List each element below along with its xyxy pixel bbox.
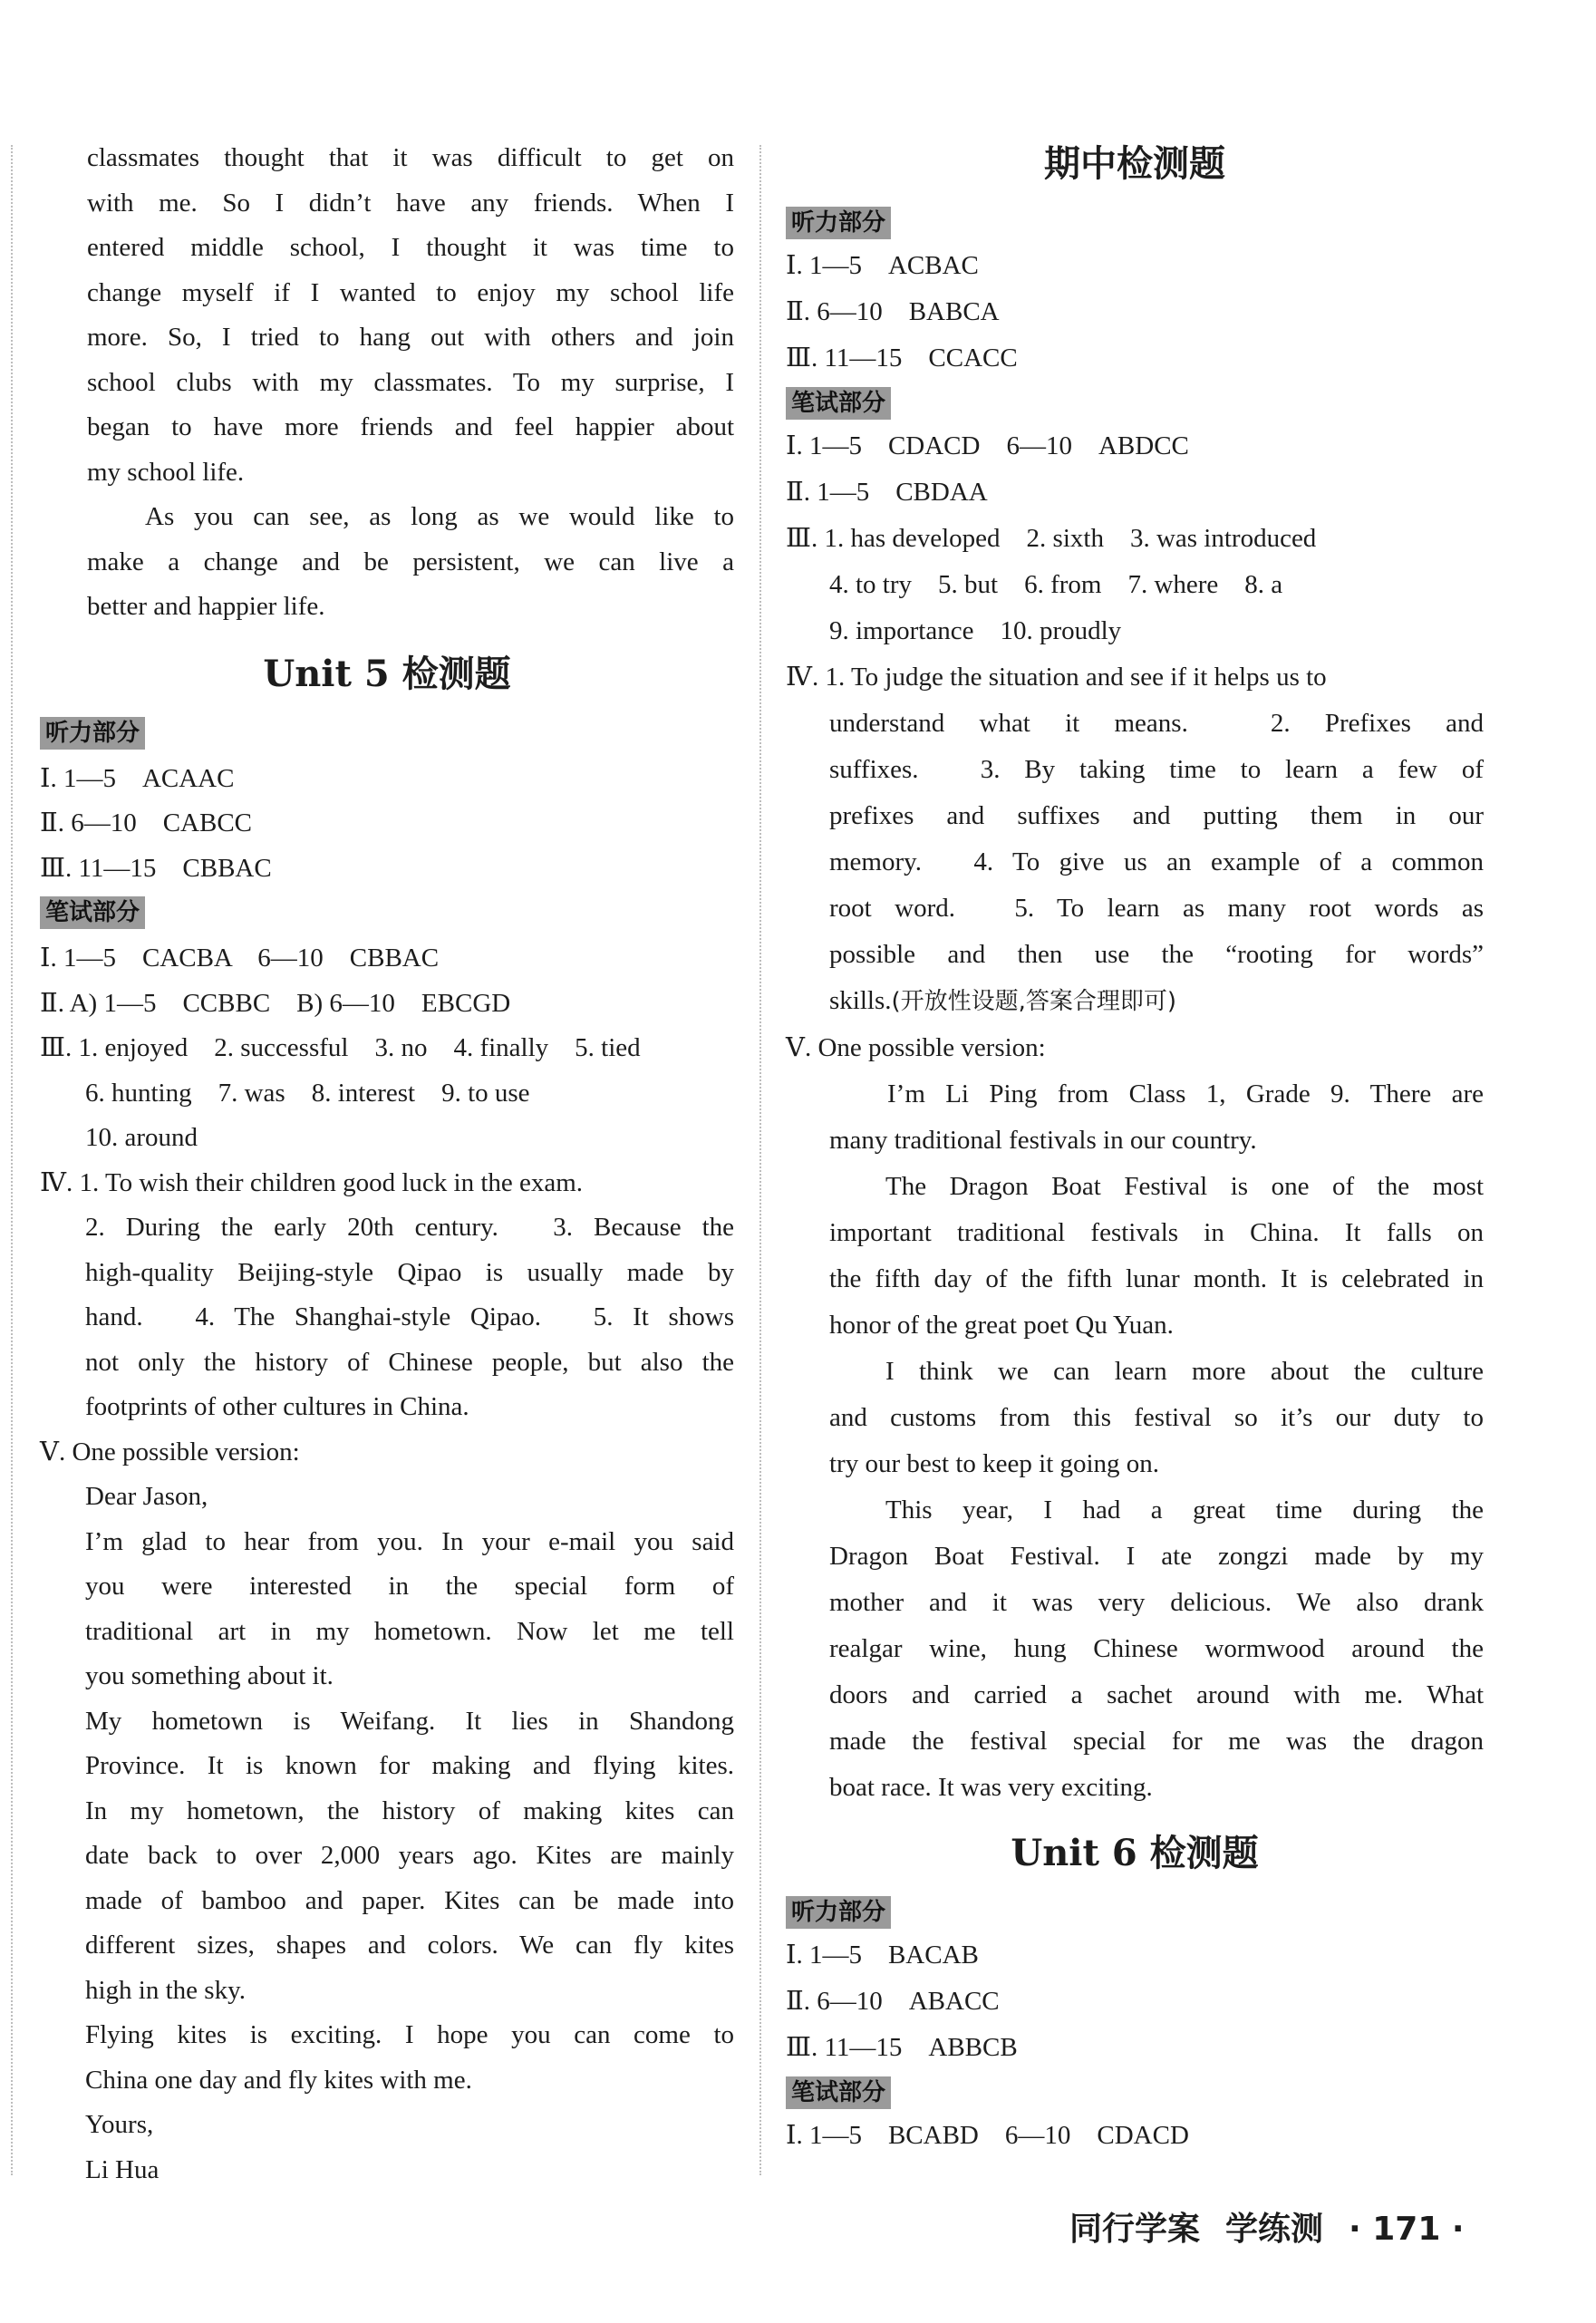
brand-name: 同行学案: [1069, 2211, 1201, 2248]
answer-line: Ⅰ. 1—5 BACAB: [786, 1941, 979, 1970]
answer-line: Ⅰ. 1—5 CACBA 6—10 CBBAC: [40, 944, 440, 973]
answer-line: Ⅱ. A) 1—5 CCBBC B) 6—10 EBCGD: [40, 988, 511, 1018]
listening-section-tag: 听力部分: [786, 1896, 891, 1929]
answer-line: footprints of other cultures in China.: [85, 1392, 469, 1421]
text-line: Province. It is known for making and flying kites.: [85, 1751, 734, 1780]
text-line: better and happier life.: [87, 592, 325, 621]
text-line: with me. So I didn’t have any friends. When I: [87, 188, 734, 218]
text-line: date back to over 2,000 years ago. Kites are mainly: [85, 1841, 734, 1870]
answer-line: Ⅲ. 11—15 CBBAC: [40, 853, 272, 883]
text-line: This year, I had a great time during the: [885, 1495, 1484, 1524]
writing-section-tag: 笔试部分: [786, 387, 891, 420]
text-line: Dragon Boat Festival. I ate zongzi made by my: [829, 1542, 1484, 1571]
series-name: 学练测: [1225, 2211, 1324, 2248]
midterm-title: 期中检测题: [1044, 142, 1225, 185]
answer-line: high-quality Beijing-style Qipao is usually made by: [85, 1257, 734, 1287]
answer-line: Ⅲ. 11—15 CCACC: [786, 344, 1018, 373]
text-line: I think we can learn more about the culture: [885, 1357, 1484, 1386]
essay-continuation: [40, 136, 734, 630]
answer-line: [786, 978, 1484, 1025]
text-line: honor of the great poet Qu Yuan.: [829, 1311, 1174, 1340]
sample-essay: [786, 1071, 1484, 1811]
open-answer-note: (开放性设题,答案合理即可): [891, 988, 1177, 1015]
text-line: As you can see, as long as we would like to: [145, 502, 734, 531]
answer-line: 9. importance 10. proudly: [829, 616, 1122, 645]
answer-text: skills.: [829, 986, 892, 1015]
answer-line: not only the history of Chinese people, but also the: [85, 1347, 734, 1377]
left-column: [40, 136, 734, 2192]
sample-letter: [40, 1475, 734, 2192]
text-line: you something about it.: [85, 1661, 334, 1690]
text-line: began to have more friends and feel happier about: [87, 412, 734, 441]
text-line: I’m glad to hear from you. In your e-mail you said: [85, 1526, 734, 1556]
text-line: In my hometown, the history of making kites can: [85, 1795, 734, 1825]
answer-line: Ⅰ. 1—5 BCABD 6—10 CDACD: [786, 2121, 1189, 2150]
answer-line: Ⅰ. 1—5 ACBAC: [786, 251, 979, 280]
answer-line: Ⅱ. 6—10 CABCC: [40, 808, 253, 837]
text-line: realgar wine, hung Chinese wormwood around the: [829, 1634, 1484, 1663]
answer-line: 4. to try 5. but 6. from 7. where 8. a: [829, 570, 1283, 599]
answer-line: Ⅳ. 1. To judge the situation and see if it helps us to: [786, 663, 1327, 692]
text-line: high in the sky.: [85, 1975, 246, 2005]
listening-section-tag: 听力部分: [40, 717, 145, 750]
text-line: I’m Li Ping from Class 1, Grade 9. There are: [887, 1079, 1484, 1108]
answer-line: prefixes and suffixes and putting them in our: [829, 801, 1484, 830]
text-line: my school life.: [87, 457, 245, 487]
answer-line: 6. hunting 7. was 8. interest 9. to use: [85, 1078, 530, 1108]
text-line: traditional art in my hometown. Now let me tell: [85, 1616, 734, 1646]
column-divider: [759, 145, 761, 2175]
text-line: boat race. It was very exciting.: [829, 1773, 1153, 1802]
text-line: made the festival special for me was the dragon: [829, 1727, 1484, 1756]
text-line: China one day and fly kites with me.: [85, 2065, 472, 2095]
text-line: Dear Jason,: [85, 1482, 208, 1511]
answer-line: Ⅱ. 1—5 CBDAA: [786, 478, 988, 507]
text-line: many traditional festivals in our country.: [829, 1126, 1257, 1155]
answer-line: Ⅱ. 6—10 BABCA: [786, 297, 1000, 326]
answer-line: 2. During the early 20th century. 3. Because the: [85, 1213, 734, 1242]
text-line: mother and it was very delicious. We also drank: [829, 1588, 1484, 1617]
unit6-title: Unit 6 检测题: [1011, 1832, 1259, 1874]
text-line: made of bamboo and paper. Kites can be made into: [85, 1885, 734, 1915]
left-margin-rule: [11, 145, 13, 2175]
answer-line: 10. around: [85, 1123, 198, 1152]
answer-line: possible and then use the “rooting for words”: [829, 940, 1484, 969]
answer-line: Ⅲ. 1. has developed 2. sixth 3. was introduced: [786, 524, 1317, 553]
answer-line: root word. 5. To learn as many root words as: [829, 894, 1484, 923]
text-line: the fifth day of the fifth lunar month. It is celebrated in: [829, 1264, 1484, 1293]
text-line: classmates thought that it was difficult to get on: [87, 143, 734, 172]
answer-line: Ⅲ. 1. enjoyed 2. successful 3. no 4. finally 5. tied: [40, 1033, 641, 1062]
answer-line: Ⅱ. 6—10 ABACC: [786, 1987, 1000, 2016]
text-line: and customs from this festival so it’s our duty to: [829, 1403, 1484, 1432]
answer-line: memory. 4. To give us an example of a common: [829, 847, 1484, 876]
right-column: [786, 127, 1484, 2159]
answer-line: Ⅳ. 1. To wish their children good luck in the exam.: [40, 1167, 584, 1197]
text-line: school clubs with my classmates. To my surprise, I: [87, 367, 734, 397]
text-line: make a change and be persistent, we can live a: [87, 547, 734, 576]
answer-line: Ⅴ. One possible version:: [40, 1437, 300, 1466]
text-line: Flying kites is exciting. I hope you can come to: [85, 2020, 734, 2049]
page-number: · 171 ·: [1349, 2211, 1465, 2248]
text-line: My hometown is Weifang. It lies in Shandong: [85, 1706, 734, 1736]
page-footer: [1069, 2202, 1465, 2257]
listening-section-tag: 听力部分: [786, 207, 891, 239]
answer-line: Ⅴ. One possible version:: [786, 1033, 1046, 1062]
text-line: entered middle school, I thought it was time to: [87, 233, 734, 262]
text-line: different sizes, shapes and colors. We can fly kites: [85, 1931, 734, 1960]
text-line: more. So, I tried to hang out with others and join: [87, 323, 734, 352]
text-line: change myself if I wanted to enjoy my school life: [87, 277, 734, 307]
writing-section-tag: 笔试部分: [40, 896, 145, 929]
answer-line: hand. 4. The Shanghai-style Qipao. 5. It shows: [85, 1302, 734, 1331]
answer-line: suffixes. 3. By taking time to learn a few of: [829, 755, 1484, 784]
answer-line: Ⅰ. 1—5 ACAAC: [40, 763, 235, 793]
answer-line: understand what it means. 2. Prefixes and: [829, 709, 1484, 738]
text-line: try our best to keep it going on.: [829, 1449, 1160, 1478]
text-line: important traditional festivals in China. It falls on: [829, 1218, 1484, 1247]
text-line: doors and carried a sachet around with me. What: [829, 1680, 1484, 1709]
text-line: Yours,: [85, 2110, 154, 2139]
writing-section-tag: 笔试部分: [786, 2076, 891, 2109]
answer-line: Ⅲ. 11—15 ABBCB: [786, 2033, 1018, 2062]
text-line: Li Hua: [85, 2154, 160, 2184]
unit5-title: Unit 5 检测题: [263, 652, 511, 695]
text-line: The Dragon Boat Festival is one of the most: [885, 1172, 1484, 1201]
text-line: you were interested in the special form of: [85, 1572, 734, 1601]
answer-line: Ⅰ. 1—5 CDACD 6—10 ABDCC: [786, 431, 1189, 460]
